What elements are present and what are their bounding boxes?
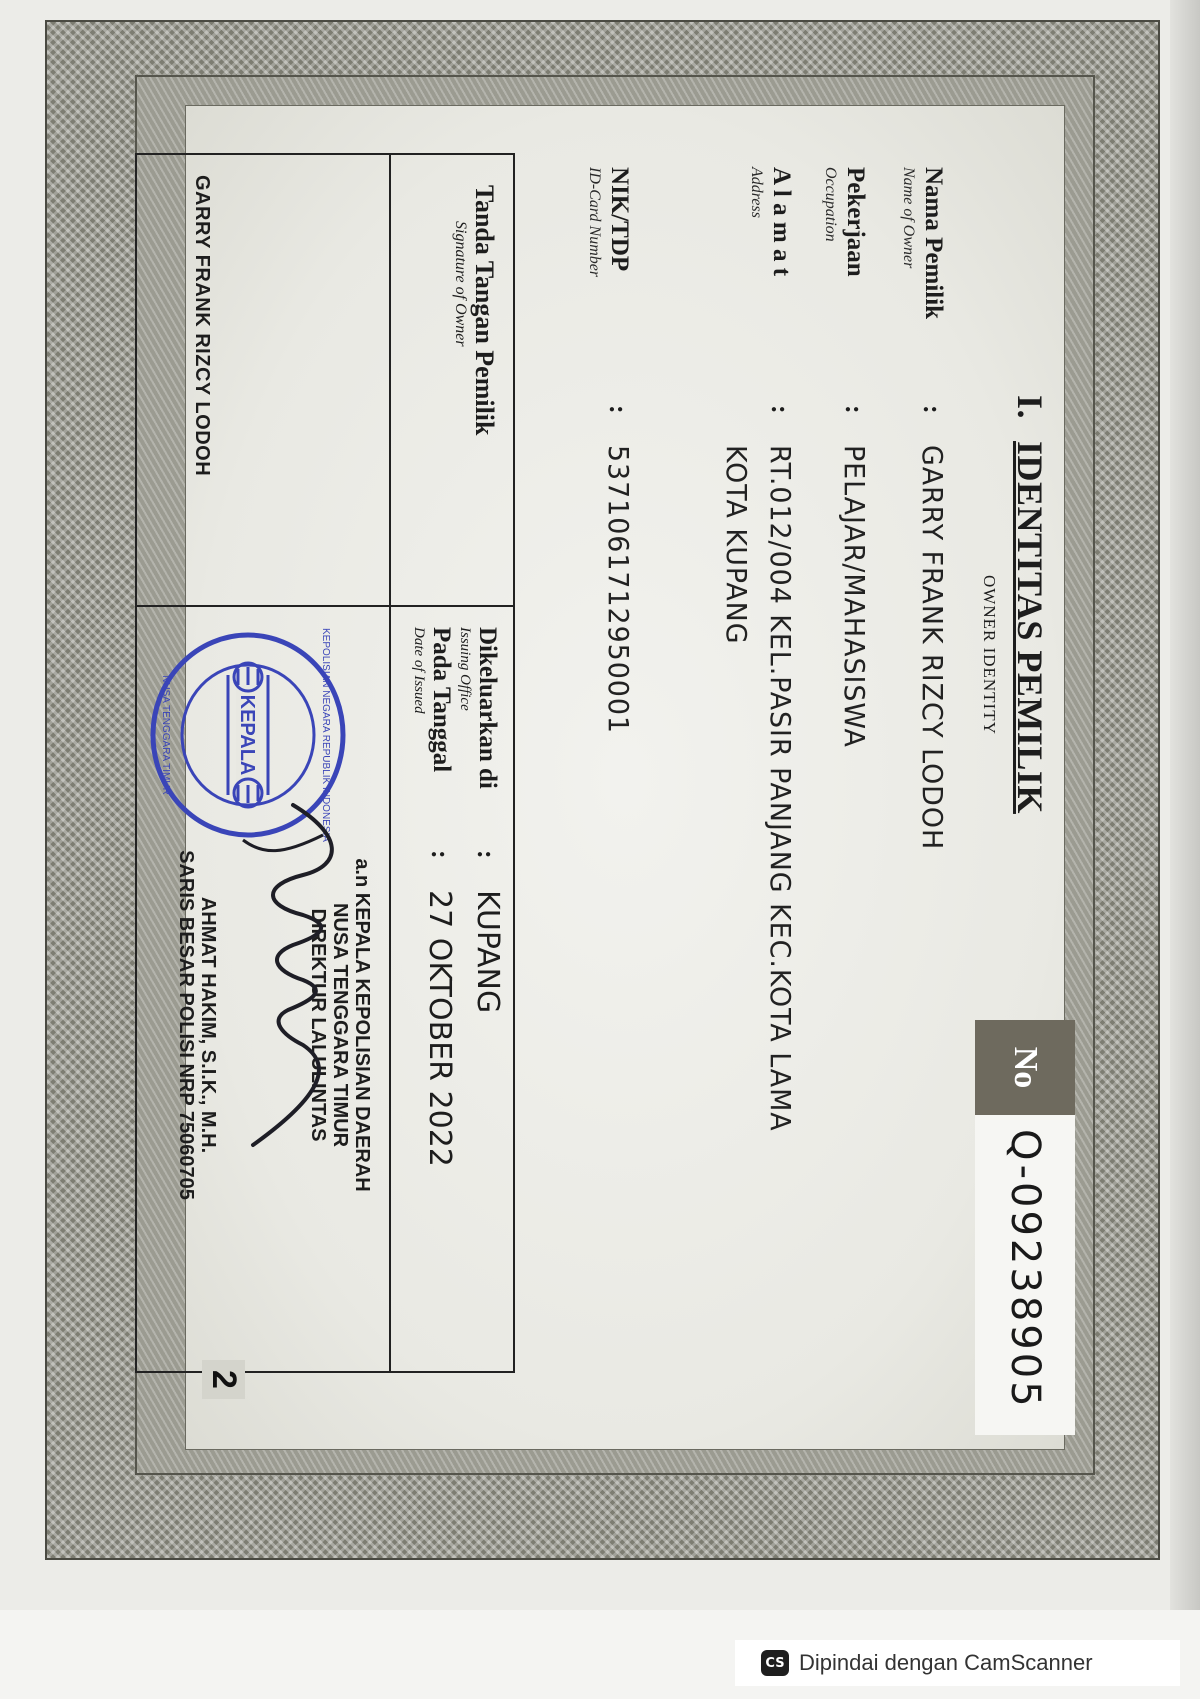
signature-subtitle: Signature of Owner (452, 221, 469, 347)
colon: : (472, 850, 501, 859)
number-label: No (975, 1020, 1075, 1115)
nik-value: 5371061712950001 (602, 445, 635, 734)
colon: : (426, 850, 455, 859)
occupation-sublabel: Occupation (822, 167, 839, 242)
address-sublabel: Address (748, 167, 765, 218)
nik-sublabel: ID-Card Number (586, 167, 603, 278)
owner-printed-name: GARRY FRANK RIZCY LODOH (191, 175, 213, 477)
camscanner-logo-icon: CS (761, 1650, 789, 1676)
issuing-office-label: Dikeluarkan di (474, 627, 501, 789)
table-divider-horizontal (389, 155, 391, 1371)
section-number: I. (1010, 395, 1050, 420)
official-rank: SARIS BESAR POLISI NRP 75060705 (175, 850, 197, 1200)
colon: : (918, 405, 947, 414)
signature-issuance-table (135, 153, 515, 1373)
section-subtitle: OWNER IDENTITY (980, 575, 999, 735)
nik-label: NIK/TDP (606, 167, 633, 272)
camscanner-watermark (735, 1640, 1180, 1686)
occupation-label: Pekerjaan (842, 167, 869, 277)
document-content-area (160, 105, 1065, 1450)
watermark-text: Dipindai dengan CamScanner (799, 1650, 1093, 1675)
authority-line: a.n KEPALA KEPOLISIAN DAERAH (351, 858, 373, 1192)
rotated-document (160, 105, 1065, 1450)
document-number-box (965, 1020, 1075, 1460)
page-edge-shadow (1170, 0, 1200, 1610)
issue-date-sublabel: Date of Issued (411, 627, 427, 714)
owner-name-value: GARRY FRANK RIZCY LODOH (916, 445, 949, 851)
address-value-line2: KOTA KUPANG (720, 445, 753, 645)
address-value-line1: RT.012/004 KEL.PASIR PANJANG KEC.KOTA LAMA (764, 445, 797, 1132)
number-value: Q-09238905 (975, 1115, 1075, 1435)
section-title: IDENTITAS PEMILIK (1010, 441, 1050, 814)
official-name: AHMAT HAKIM, S.I.K., M.H. (197, 896, 219, 1154)
issuing-office-sublabel: Issuing Office (457, 627, 473, 711)
colon: : (766, 405, 795, 414)
owner-name-label: Nama Pemilik (920, 167, 947, 320)
owner-name-sublabel: Name of Owner (900, 167, 917, 269)
page-number: 2 (202, 1360, 245, 1399)
issue-date-value: 27 OKTOBER 2022 (422, 890, 457, 1167)
authority-line: NUSA TENGGARA TIMUR (329, 902, 351, 1148)
stamp-bottom-text: NUSA TENGGARA TIMUR (160, 675, 171, 795)
issue-date-label: Pada Tanggal (428, 627, 455, 773)
issuing-office-value: KUPANG (470, 890, 505, 1014)
stamp-center-text: KEPALA (236, 694, 258, 776)
colon: : (840, 405, 869, 414)
table-divider-vertical (137, 605, 513, 607)
signature-title: Tanda Tangan Pemilik (470, 185, 499, 436)
section-heading (1009, 395, 1051, 814)
address-label: A l a m a t (768, 167, 795, 277)
colon: : (604, 405, 633, 414)
authority-line: DIREKTUR LALULINTAS (307, 908, 329, 1142)
stamp-ring-text: KEPOLISIAN NEGARA REPUBLIK INDONESIA (320, 628, 331, 842)
signature-icon (233, 795, 363, 1155)
occupation-value: PELAJAR/MAHASISWA (838, 445, 871, 748)
